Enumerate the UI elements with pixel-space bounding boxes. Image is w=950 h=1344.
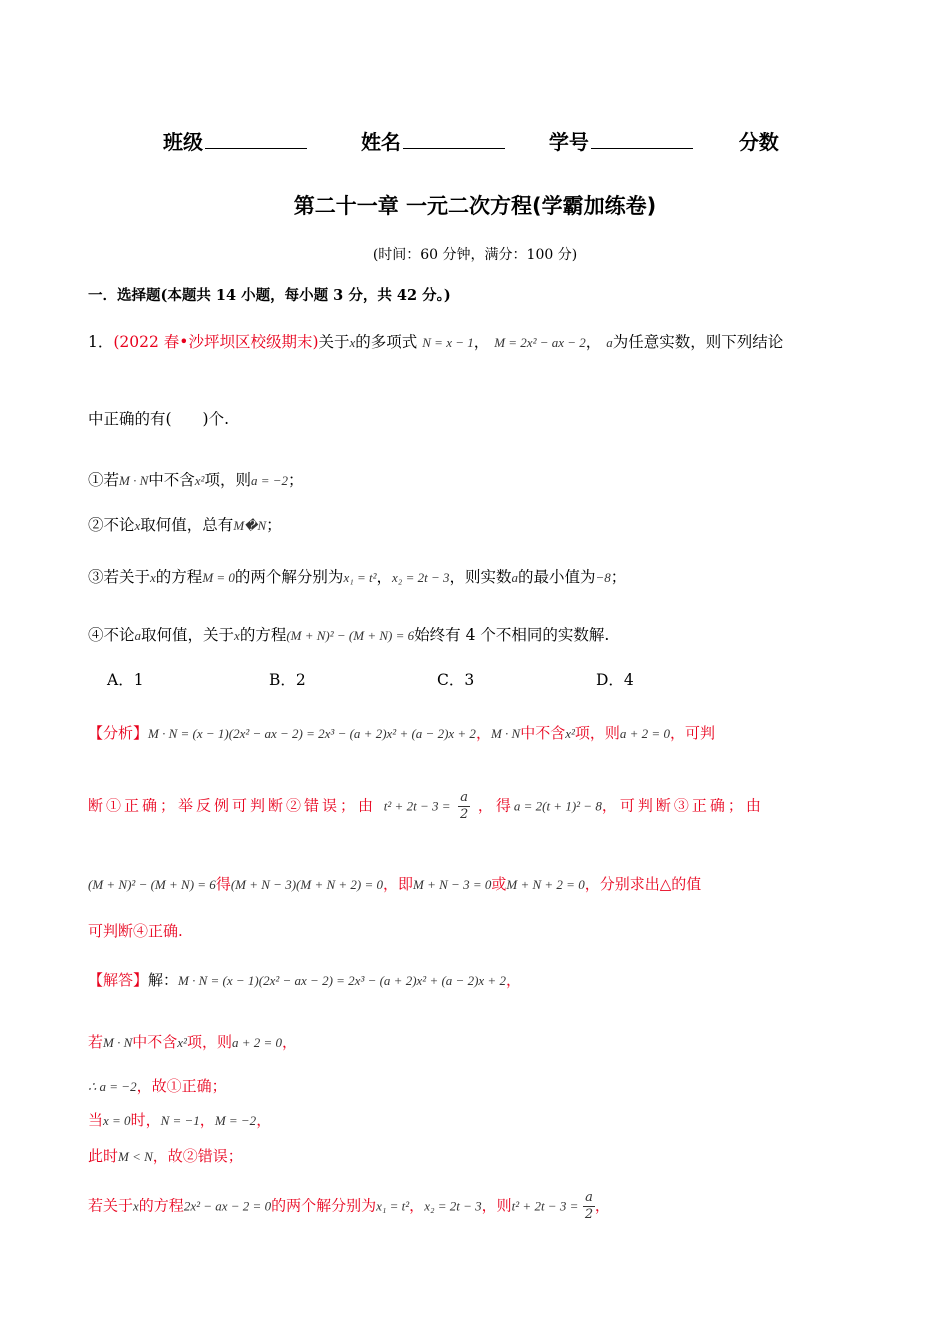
score-label: 分数	[738, 130, 779, 154]
q-text: 的两个解分别为	[234, 568, 344, 586]
q-text: 的方程	[239, 626, 287, 644]
math: M · N = (x − 1)(2x² − ax − 2) = 2x³ − (a + 2)x² + (a − 2)x + 2	[148, 726, 476, 741]
math: M · N	[103, 1035, 133, 1050]
s-text: ，	[409, 1196, 425, 1215]
math: x	[134, 518, 141, 533]
q-text: ①若	[88, 471, 120, 489]
math: a = −2	[250, 473, 289, 488]
q-text: 的方程	[155, 568, 203, 586]
q-text: ；	[288, 471, 304, 489]
a-text: 中不含	[520, 724, 566, 742]
q-text: 的最小值为	[518, 568, 596, 586]
s-text: ，	[594, 1196, 610, 1215]
math: x²	[565, 726, 575, 741]
s-text: 若	[88, 1033, 104, 1051]
s-text: 的两个解分别为	[271, 1196, 377, 1215]
q-text: ，则实数	[449, 568, 512, 586]
q-text: ②不论	[88, 516, 135, 534]
option-c[interactable]: C．3	[437, 671, 475, 689]
math: (M + N)² − (M + N) = 6	[286, 628, 415, 643]
s-text: 若关于	[88, 1196, 134, 1215]
option-a[interactable]: A．1	[107, 671, 144, 689]
math: M · N = (x − 1)(2x² − ax − 2) = 2x³ − (a + 2)x² + (a − 2)x + 2	[178, 973, 506, 988]
a-text: 或	[491, 875, 507, 893]
math: x²	[194, 473, 205, 488]
math: M = 0	[202, 570, 235, 585]
s-text: 此时	[88, 1147, 119, 1165]
q-text: ③若关于	[88, 568, 151, 586]
math: M + N − 3 = 0	[413, 877, 492, 892]
section-heading: 一．选择题(本题共 14 小题，每小题 3 分，共 42 分。)	[88, 287, 451, 304]
s-text: 解：	[148, 971, 179, 989]
math: a + 2 = 0	[619, 726, 670, 741]
a-text: ，分别求出△的值	[584, 875, 702, 893]
frac-num: a	[460, 790, 469, 805]
s-text: ，故①正确；	[136, 1077, 227, 1095]
q-text: 取何值，总有	[140, 516, 234, 534]
math: t² + 2t − 3 =	[383, 798, 451, 814]
math: a = 2(t + 1)² − 8	[513, 798, 602, 814]
q-text: 中不含	[148, 471, 195, 489]
question-number: 1．	[88, 333, 114, 351]
page-subtitle: (时间：60 分钟，满分：100 分)	[372, 247, 578, 263]
math: (M + N)² − (M + N) = 6	[88, 877, 216, 892]
math: a	[134, 628, 142, 643]
header-fields	[163, 126, 803, 155]
frac-den: 2	[460, 807, 469, 822]
math-x: x	[349, 335, 356, 350]
math-expr-N: N = x − 1	[422, 335, 474, 350]
solution-line-6	[88, 1190, 610, 1223]
q-text: ；	[266, 516, 282, 534]
math: M = −2	[214, 1113, 257, 1128]
s-text: ，故②错误；	[152, 1147, 243, 1165]
s-text: ，	[256, 1111, 272, 1129]
id-blank[interactable]	[591, 130, 693, 149]
math-expr-M: M = 2x² − ax − 2	[494, 335, 586, 350]
math: x₂ = 2t − 3	[424, 1198, 482, 1214]
analysis-line-2	[88, 790, 864, 823]
name-label: 姓名	[360, 130, 401, 154]
solution-line-3	[88, 1075, 227, 1098]
s-text: 的方程	[138, 1196, 184, 1215]
s-text: ，	[282, 1033, 298, 1051]
math: M · N	[490, 726, 521, 741]
class-blank[interactable]	[205, 130, 307, 149]
math: x₁ = t²	[343, 570, 377, 585]
a-text: ，	[475, 724, 491, 742]
math: x	[133, 1198, 139, 1214]
math: x₁ = t²	[376, 1198, 410, 1214]
s-text: 时，	[130, 1111, 161, 1129]
s-text: 当	[88, 1111, 104, 1129]
statement-4	[88, 624, 609, 647]
math: −8	[595, 570, 611, 585]
q-text: 关于	[318, 333, 350, 351]
math: x₂ = 2t − 3	[392, 570, 450, 585]
q-text: ，	[376, 568, 393, 586]
fraction-a-over-2	[458, 790, 470, 823]
math: M�N	[233, 518, 267, 533]
s-text: ，	[199, 1111, 215, 1129]
math-a: a	[606, 335, 613, 350]
option-b[interactable]: B．2	[269, 671, 306, 689]
question-line-2: 中正确的有( )个.	[88, 410, 230, 428]
math: a	[511, 570, 518, 585]
a-text: 断①正确；举反例可判断②错误；由	[88, 796, 377, 815]
s-text: ，	[505, 971, 521, 989]
a-text: ，得	[477, 796, 514, 815]
math: x	[234, 628, 240, 643]
a-text: ，可判	[669, 724, 715, 742]
math: (M + N − 3)(M + N + 2) = 0	[230, 877, 384, 892]
a-text: ，可判断③正确；由	[601, 796, 764, 815]
math: x²	[177, 1035, 187, 1050]
math: t² + 2t − 3 =	[511, 1198, 579, 1214]
analysis-line-4: 可判断④正确.	[88, 922, 183, 940]
math: M < N	[118, 1149, 153, 1164]
id-label: 学号	[548, 130, 589, 154]
q-text: 为任意实数，则下列结论	[612, 333, 784, 351]
solution-line-4	[88, 1109, 271, 1132]
frac-num: a	[585, 1190, 593, 1205]
solution-line-1	[88, 969, 521, 992]
analysis-line-3	[88, 873, 701, 896]
statement-2	[88, 514, 282, 537]
analysis-line-1	[88, 722, 715, 745]
statement-1	[88, 469, 304, 492]
s-text: ，则	[481, 1196, 512, 1215]
math: M · N	[119, 473, 149, 488]
a-text: ，即	[383, 875, 414, 893]
q-text: ，	[473, 333, 490, 351]
q-text: ，	[585, 333, 602, 351]
class-label: 班级	[163, 130, 203, 154]
math: M + N + 2 = 0	[506, 877, 585, 892]
math: N = −1	[160, 1113, 200, 1128]
question-source[interactable]: (2022 春•沙坪坝区校级期末)	[113, 333, 319, 351]
solution-tag: 【解答】	[88, 971, 149, 989]
q-text: 始终有 4 个不相同的实数解.	[414, 626, 610, 644]
fraction-a-over-2	[583, 1190, 595, 1223]
math: x = 0	[103, 1113, 131, 1128]
math: ∴ a = −2	[88, 1079, 137, 1094]
s-text: 项，则	[186, 1033, 232, 1051]
analysis-tag: 【分析】	[88, 724, 149, 742]
q-text: 项，则	[204, 471, 251, 489]
frac-den: 2	[584, 1207, 594, 1222]
q-text: ；	[610, 568, 627, 586]
option-d[interactable]: D．4	[596, 671, 634, 689]
q-text: 取何值，关于	[141, 626, 235, 644]
name-blank[interactable]	[403, 130, 505, 149]
solution-line-5	[88, 1145, 243, 1168]
page-title: 第二十一章 一元二次方程(学霸加练卷)	[293, 194, 657, 218]
solution-line-2	[88, 1031, 297, 1054]
q-text: ④不论	[88, 626, 135, 644]
statement-3	[88, 566, 626, 589]
a-text: 项，则	[574, 724, 620, 742]
question-line-1	[88, 331, 783, 354]
math: a + 2 = 0	[231, 1035, 283, 1050]
q-text: 的多项式	[355, 333, 418, 351]
a-text: 得	[215, 875, 231, 893]
math: 2x² − ax − 2 = 0	[183, 1198, 272, 1214]
math: x	[150, 570, 156, 585]
s-text: 中不含	[132, 1033, 178, 1051]
